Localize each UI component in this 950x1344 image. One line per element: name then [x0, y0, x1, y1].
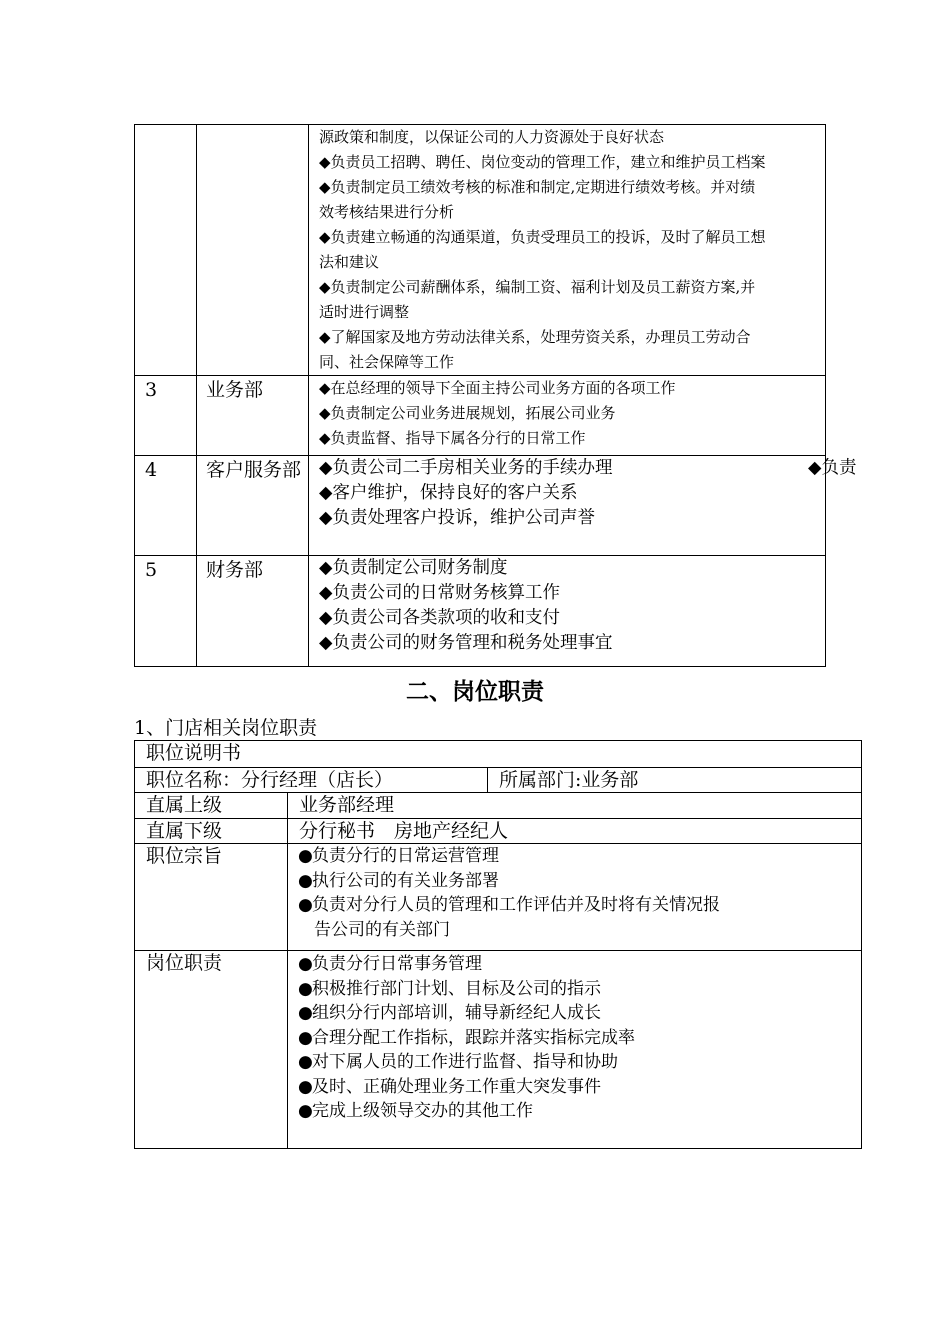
- duty-line: ◆负责监督、指导下属各分行的日常工作: [319, 429, 586, 447]
- duty-line: 源政策和制度，以保证公司的人力资源处于良好状态: [319, 128, 665, 146]
- department-name: 客户服务部: [197, 456, 309, 556]
- list-item-text: 积极推行部门计划、目标及公司的指示: [312, 978, 601, 999]
- list-item: [298, 869, 861, 894]
- list-item: [298, 977, 861, 1002]
- duty-line: 法和建议: [319, 253, 380, 271]
- list-item-continuation: 告公司的有关部门: [314, 919, 450, 940]
- duty-line: ◆负责公司的日常财务核算工作: [319, 583, 560, 603]
- field-label: 直属上级: [135, 793, 288, 819]
- field-label: 职位宗旨: [135, 844, 288, 951]
- bullet-icon: ●: [298, 870, 313, 891]
- list-item-text: 执行公司的有关业务部署: [312, 870, 499, 891]
- duty-line: ◆负责公司二手房相关业务的手续办理: [319, 458, 613, 478]
- job-description-table: [134, 740, 862, 1149]
- table-row: [135, 456, 826, 556]
- list-item-text: 对下属人员的工作进行监督、指导和协助: [312, 1052, 618, 1072]
- department-duties-table: [134, 124, 826, 667]
- list-item-text: 组织分行内部培训，辅导新经纪人成长: [312, 1003, 601, 1023]
- continued-duties-cell: [309, 125, 826, 376]
- duty-line: ◆负责公司的财务管理和税务处理事宜: [319, 633, 613, 653]
- table-row: [135, 556, 826, 667]
- list-item: [298, 893, 861, 918]
- duties-list: [288, 951, 862, 1149]
- field-label: 直属下级: [135, 819, 288, 844]
- row-number: 3: [135, 376, 197, 456]
- list-item: [298, 1099, 861, 1124]
- table-cell-empty: [197, 125, 309, 376]
- duty-line: 效考核结果进行分析: [319, 203, 455, 221]
- bullet-icon: ●: [298, 1052, 313, 1072]
- overflow-text: ◆负责: [808, 458, 857, 478]
- table-cell-empty: [135, 125, 197, 376]
- bullet-icon: ●: [298, 1076, 313, 1097]
- field-value: 业务部经理: [288, 793, 862, 819]
- list-item-text: 及时、正确处理业务工作重大突发事件: [312, 1076, 601, 1097]
- list-item-text: 负责分行日常事务管理: [312, 954, 482, 974]
- duty-line: ◆客户维护，保持良好的客户关系: [319, 483, 578, 503]
- list-item-text: 完成上级领导交办的其他工作: [312, 1101, 533, 1121]
- department-field: 所属部门:业务部: [488, 768, 862, 793]
- list-item-text: 负责分行的日常运营管理: [312, 846, 499, 866]
- bullet-icon: ●: [298, 895, 313, 915]
- bullet-icon: ●: [298, 1027, 313, 1048]
- bullet-icon: ●: [298, 1101, 313, 1121]
- duty-line: ◆负责处理客户投诉，维护公司声誉: [319, 508, 595, 528]
- list-item: [298, 1026, 861, 1051]
- list-item: [298, 952, 861, 977]
- list-item-text: 合理分配工作指标，跟踪并落实指标完成率: [312, 1027, 635, 1048]
- list-item: [298, 1001, 861, 1026]
- department-name: 业务部: [197, 376, 309, 456]
- department-duties: [309, 376, 826, 456]
- duty-line: 同、社会保障等工作: [319, 353, 455, 371]
- duty-line: ◆负责制定公司薪酬体系，编制工资、福利计划及员工薪资方案,并: [319, 278, 756, 296]
- list-item: [298, 1050, 861, 1075]
- subsection-title: 1、门店相关岗位职责: [134, 717, 318, 739]
- duty-line: ◆负责员工招聘、聘任、岗位变动的管理工作，建立和维护员工档案: [319, 153, 766, 171]
- row-number: 4: [135, 456, 197, 556]
- bullet-icon: ●: [298, 846, 313, 866]
- list-item-text: 负责对分行人员的管理和工作评估并及时将有关情况报: [312, 895, 720, 915]
- table-header: 职位说明书: [135, 741, 862, 768]
- row-number: 5: [135, 556, 197, 667]
- list-item: [298, 844, 861, 869]
- bullet-icon: ●: [298, 954, 313, 974]
- section-title: 二、岗位职责: [406, 679, 544, 705]
- table-row: [135, 376, 826, 456]
- department-duties: [309, 556, 826, 667]
- bullet-icon: ●: [298, 978, 313, 999]
- position-name: 职位名称：分行经理（店长）: [135, 768, 488, 793]
- duty-line: ◆在总经理的领导下全面主持公司业务方面的各项工作: [319, 379, 676, 397]
- field-value: 分行秘书 房地产经纪人: [288, 819, 862, 844]
- duty-line: ◆负责制定公司业务进展规划，拓展公司业务: [319, 404, 616, 422]
- duty-line: ◆负责公司各类款项的收和支付: [319, 608, 560, 628]
- list-item: [298, 1075, 861, 1100]
- bullet-icon: ●: [298, 1003, 313, 1023]
- duty-line: ◆了解国家及地方劳动法律关系，处理劳资关系，办理员工劳动合: [319, 328, 751, 346]
- duty-line: ◆负责制定员工绩效考核的标准和制定,定期进行绩效考核。并对绩: [319, 178, 756, 196]
- department-duties: [309, 456, 826, 556]
- duty-line: ◆负责建立畅通的沟通渠道，负责受理员工的投诉，及时了解员工想: [319, 228, 766, 246]
- duty-line: ◆负责制定公司财务制度: [319, 558, 508, 578]
- duty-line: 适时进行调整: [319, 303, 410, 321]
- purpose-list: [288, 844, 862, 951]
- field-label: 岗位职责: [135, 951, 288, 1149]
- department-name: 财务部: [197, 556, 309, 667]
